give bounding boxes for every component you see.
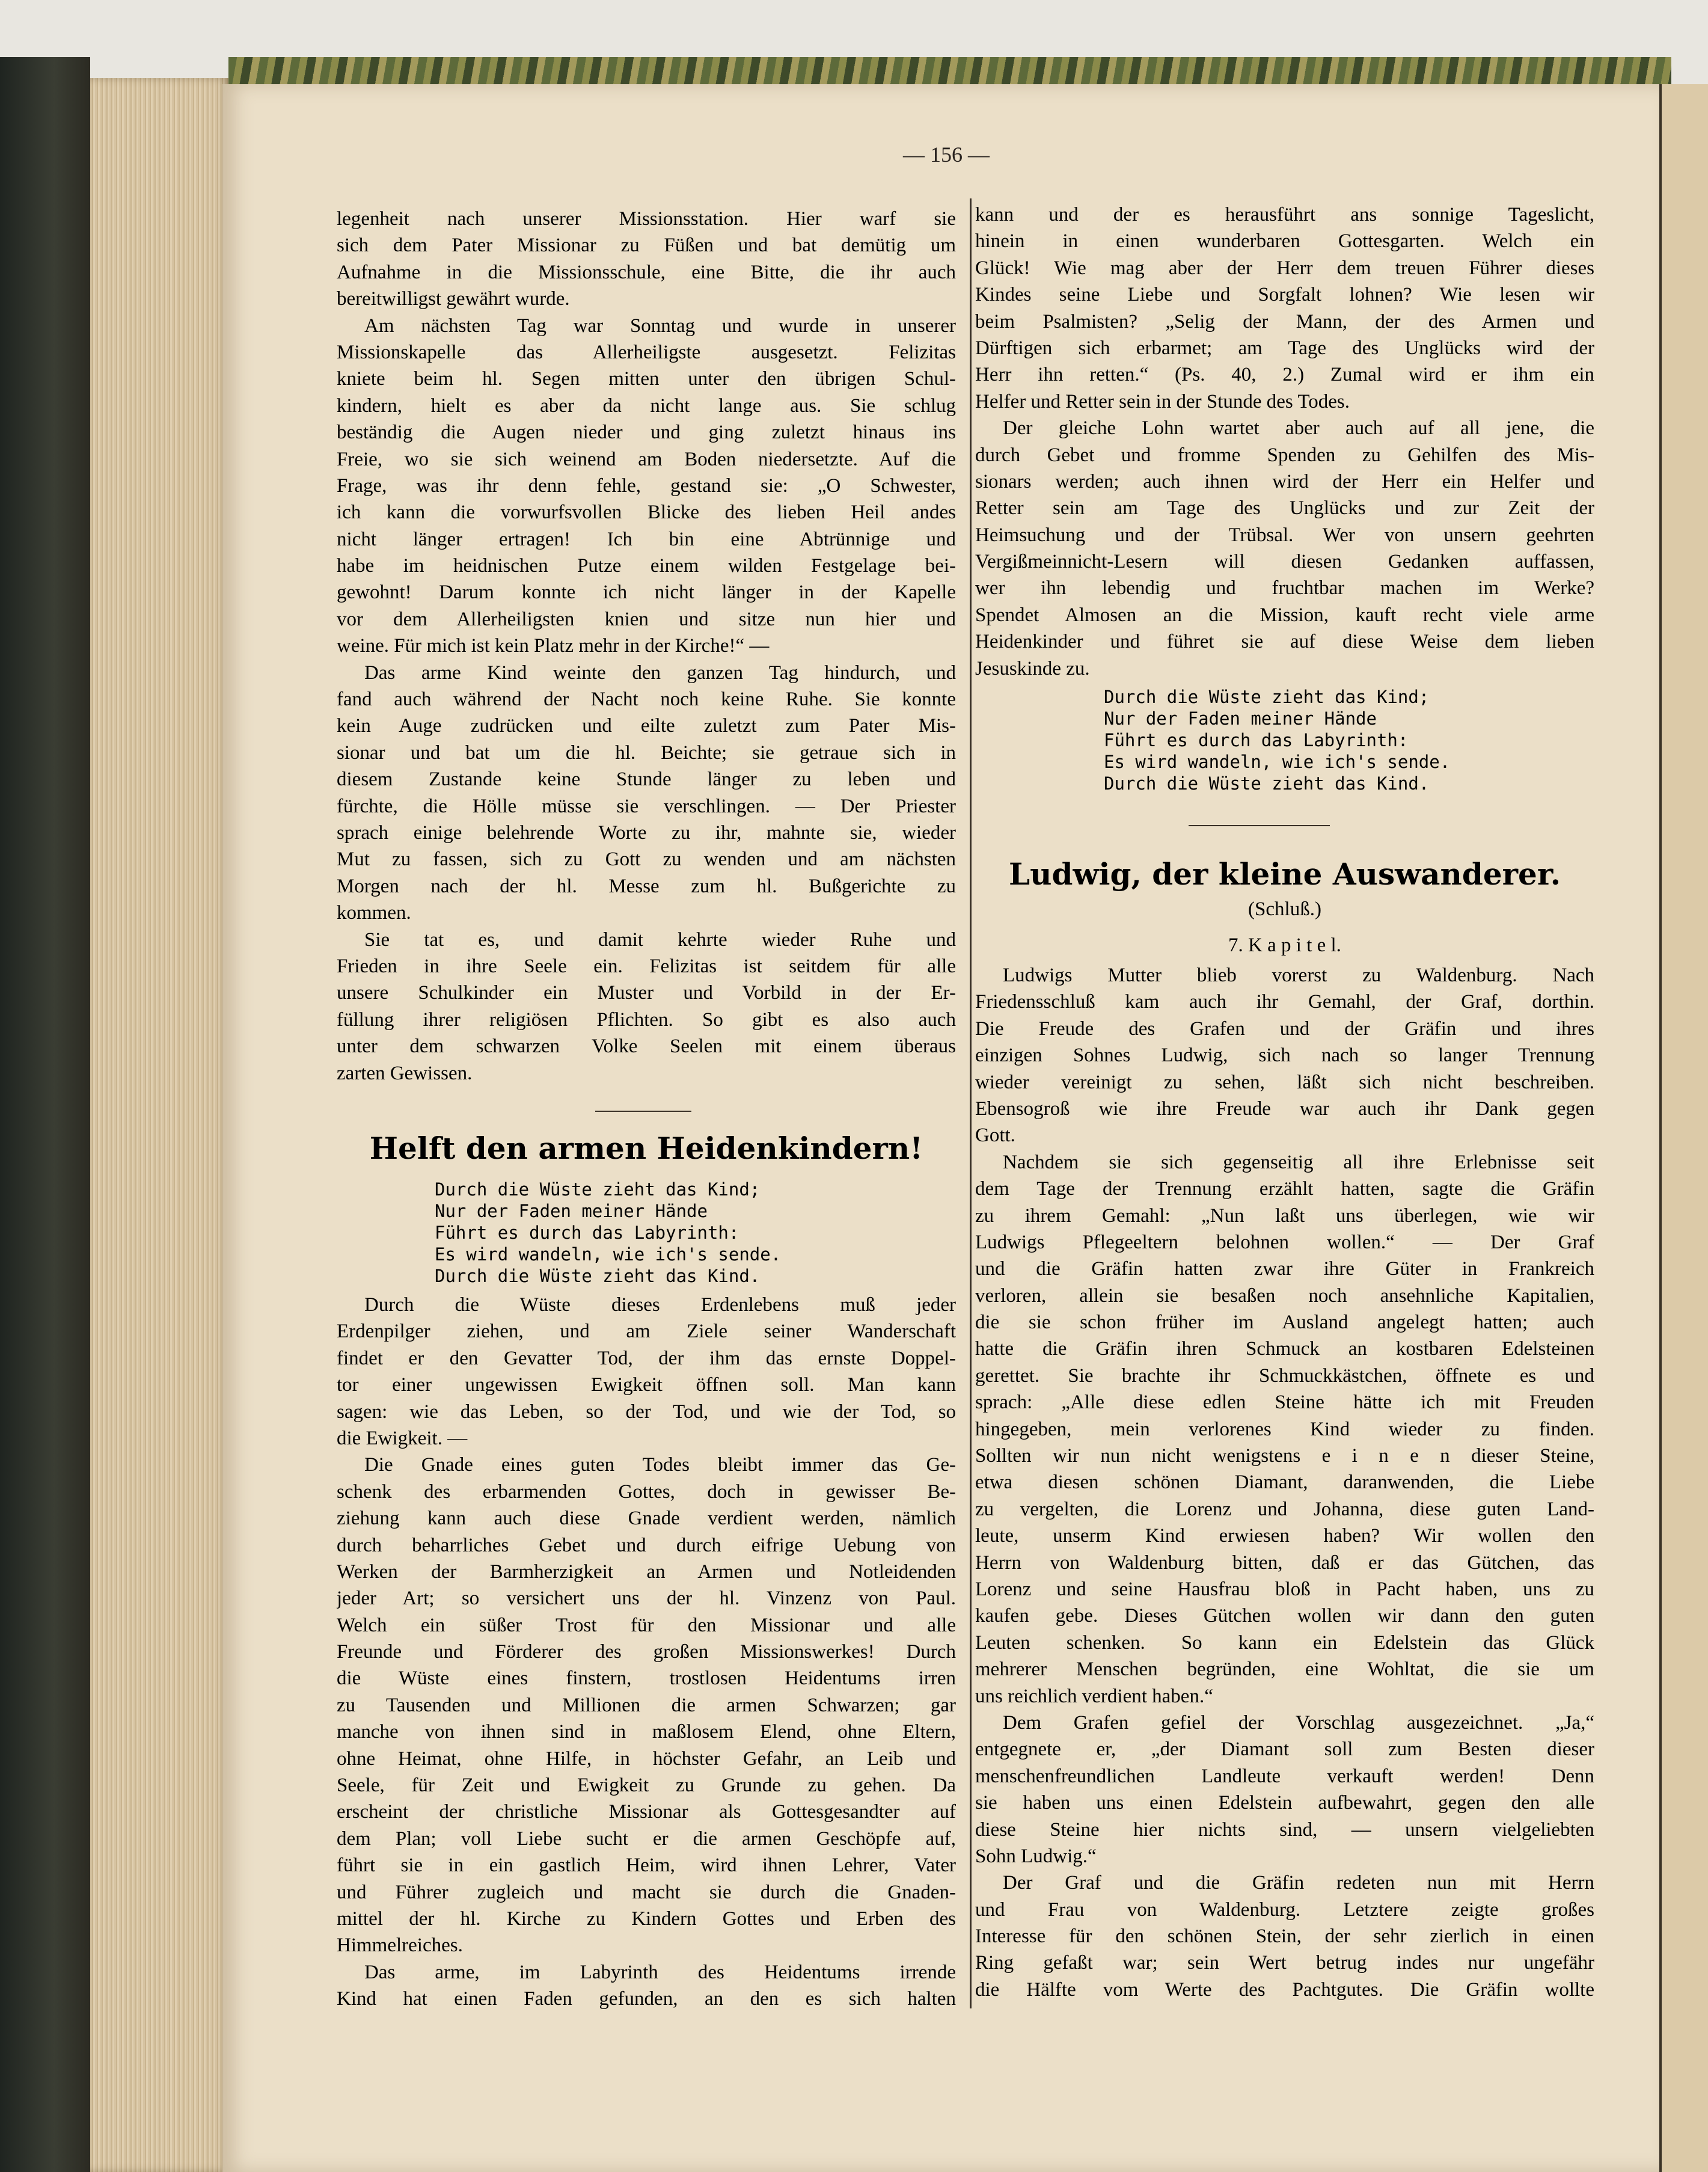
- text-line: leute, unserm Kind erwiesen haben? Wir wollen den: [975, 1525, 1594, 1547]
- story-subtitle: (Schluß.): [1248, 898, 1321, 920]
- text-line: Glück! Wie mag aber der Herr dem treuen Führer dieses: [975, 257, 1594, 279]
- page-number: — 156 —: [903, 143, 990, 167]
- section-separator: [1189, 825, 1330, 826]
- text-line: Dem Grafen gefiel der Vorschlag ausgezeichnet. „Ja,“: [1003, 1711, 1594, 1734]
- column-divider: [970, 198, 972, 2008]
- text-line: jeder Art; so versichert uns der hl. Vinzenz von Paul.: [337, 1588, 956, 1610]
- story-text: [975, 962, 1594, 2003]
- text-line: ziehung kann auch diese Gnade verdient werden, nämlich: [337, 1508, 956, 1530]
- right-column-top-text: [975, 201, 1594, 682]
- text-line: Freunde und Förderer des großen Missionswerkes! Durch: [337, 1641, 956, 1663]
- poem-line: Nur der Faden meiner Hände: [435, 1201, 708, 1221]
- text-line: kaufen gebe. Dieses Gütchen wollen wir dann den guten: [975, 1605, 1594, 1627]
- text-line: die Ewigkeit. —: [337, 1427, 468, 1449]
- poem: [1104, 686, 1450, 794]
- text-line: Durch die Wüste dieses Erdenlebens muß jeder: [364, 1294, 956, 1316]
- text-line: Ludwigs Pflegeeltern belohnen wollen.“ — Der Graf: [975, 1231, 1594, 1253]
- poem-line: Führt es durch das Labyrinth:: [435, 1223, 739, 1243]
- text-line: Erdenpilger ziehen, und am Ziele seiner Wanderschaft: [337, 1321, 956, 1343]
- text-line: kindern, hielt es aber da nicht lange aus. Sie schlug: [337, 394, 956, 417]
- text-line: findet er den Gevatter Tod, der ihm das ernste Doppel-: [337, 1347, 956, 1369]
- text-line: Sohn Ludwig.“: [975, 1845, 1097, 1867]
- text-line: Frieden in ihre Seele ein. Felizitas ist seitdem für alle: [337, 955, 956, 977]
- text-line: hingegeben, mein verlorenes Kind wieder zu finden.: [975, 1418, 1594, 1440]
- text-line: ohne Heimat, ohne Hilfe, in höchster Gefahr, an Leib und: [337, 1747, 956, 1770]
- text-line: durch beharrliches Gebet und durch eifrige Uebung von: [337, 1534, 956, 1556]
- text-line: entgegnete er, „der Diamant soll zum Besten dieser: [975, 1738, 1594, 1761]
- text-line: beim Psalmisten? „Selig der Mann, der des Armen und: [975, 310, 1594, 333]
- text-line: Friedensschluß kam auch ihr Gemahl, der Graf, dorthin.: [975, 991, 1594, 1013]
- text-line: habe im heidnischen Putze einem wilden Festgelage bei-: [337, 555, 956, 577]
- text-line: Kind hat einen Faden gefunden, an den es sich halten: [337, 1988, 956, 2010]
- text-line: kann und der es herausführt ans sonnige Tageslicht,: [975, 204, 1594, 225]
- text-line: beständig die Augen nieder und ging zuletzt hinaus ins: [337, 422, 956, 444]
- text-line: vor dem Allerheiligsten knien und sitze nun hier und: [337, 608, 956, 630]
- text-line: dem Tage der Trennung erzählt hatten, sagte die Gräfin: [975, 1178, 1594, 1200]
- text-line: Helfer und Retter sein in der Stunde des Todes.: [975, 390, 1350, 413]
- text-line: Heimsuchung und der Trübsal. Wer von unsern geehrten: [975, 524, 1594, 546]
- text-line: unsere Schulkinder ein Muster und Vorbild in der Er-: [337, 982, 956, 1004]
- text-line: mittel der hl. Kirche zu Kindern Gottes und Erben des: [337, 1907, 956, 1930]
- poem-line: Durch die Wüste zieht das Kind;: [1104, 687, 1430, 707]
- article-title: Helft den armen Heidenkindern!: [369, 1130, 923, 1166]
- text-line: Himmelreiches.: [337, 1934, 463, 1957]
- text-line: Mut zu fassen, sich zu Gott zu wenden und am nächsten: [337, 848, 956, 871]
- text-line: Der Graf und die Gräfin redeten nun mit Herrn: [1003, 1872, 1594, 1894]
- text-line: Spendet Almosen an die Mission, kauft recht viele arme: [975, 604, 1594, 626]
- text-line: die Wüste eines finstern, trostlosen Heidentums irren: [337, 1667, 956, 1690]
- poem-line: Durch die Wüste zieht das Kind.: [435, 1266, 761, 1286]
- text-line: gerettet. Sie brachte ihr Schmuckkästchen, öffnete es und: [975, 1364, 1594, 1387]
- text-line: Ebensogroß wie ihre Freude war auch ihr Dank gegen: [975, 1097, 1594, 1120]
- text-line: sionars werden; auch ihnen wird der Herr ein Helfer und: [975, 470, 1594, 492]
- text-line: Die Freude des Grafen und der Gräfin und ihres: [975, 1017, 1594, 1040]
- poem: [435, 1179, 781, 1287]
- text-line: Nachdem sie sich gegenseitig all ihre Erlebnisse seit: [1003, 1151, 1594, 1173]
- text-line: Leuten schenken. So kann ein Edelstein das Glück: [975, 1631, 1594, 1654]
- text-line: legenheit nach unserer Missionsstation. Hier warf sie: [337, 208, 956, 230]
- text-line: Die Gnade eines guten Todes bleibt immer das Ge-: [364, 1454, 956, 1476]
- text-line: durch Gebet und fromme Spenden zu Gehilfen des Mis-: [975, 444, 1594, 466]
- text-line: Kindes seine Liebe und Sorgfalt lohnen? Wie lesen wir: [975, 284, 1594, 306]
- text-line: Ludwigs Mutter blieb vorerst zu Waldenburg. Nach: [1003, 965, 1594, 986]
- text-line: fand auch während der Nacht noch keine Ruhe. Sie konnte: [337, 689, 956, 711]
- text-line: und Frau von Waldenburg. Letztere zeigte großes: [975, 1898, 1594, 1921]
- text-line: Dürftigen sich erbarmet; am Tage des Unglücks wird der: [975, 337, 1594, 359]
- text-line: zu vergelten, die Lorenz und Johanna, diese guten Land-: [975, 1498, 1594, 1520]
- text-line: führt sie in ein gastlich Heim, wird ihnen Lehrer, Vater: [337, 1854, 956, 1877]
- text-line: kein Auge zudrücken und eilte zuletzt zum Pater Mis-: [337, 715, 956, 737]
- story-title: Ludwig, der kleine Auswanderer.: [1009, 856, 1561, 892]
- text-line: zu Tausenden und Millionen die armen Schwarzen; gar: [337, 1694, 956, 1716]
- text-line: manche von ihnen sind in maßlosem Elend, ohne Eltern,: [337, 1721, 956, 1743]
- text-line: Das arme, im Labyrinth des Heidentums irrende: [364, 1961, 956, 1983]
- text-line: mehrerer Menschen begründen, eine Wohltat, die sie um: [975, 1658, 1594, 1681]
- text-line: verloren, allein sie besaßen noch ansehnliche Kapitalien,: [975, 1284, 1594, 1307]
- section-separator: [595, 1111, 691, 1112]
- text-line: Sollten wir nun nicht wenigstens e i n e n dieser Steine,: [975, 1445, 1594, 1467]
- text-line: Der gleiche Lohn wartet aber auch auf all jene, die: [1003, 417, 1594, 440]
- text-line: einzigen Sohnes Ludwig, sich nach so langer Trennung: [975, 1045, 1594, 1067]
- text-line: Am nächsten Tag war Sonntag und wurde in unserer: [364, 314, 956, 337]
- text-line: Aufnahme in die Missionsschule, eine Bitte, die ihr auch: [337, 261, 956, 283]
- text-line: hinein in einen wunderbaren Gottesgarten. Welch ein: [975, 230, 1594, 253]
- poem-line: Führt es durch das Labyrinth:: [1104, 730, 1409, 750]
- text-line: bereitwilligst gewährt wurde.: [337, 288, 570, 310]
- text-line: unter dem schwarzen Volke Seelen mit einem überaus: [337, 1035, 956, 1058]
- text-line: sie haben uns einen Edelstein aufbewahrt, gegen den alle: [975, 1792, 1594, 1814]
- text-line: Missionskapelle das Allerheiligste ausgesetzt. Felizitas: [337, 341, 956, 363]
- text-line: und die Gräfin hatten zwar ihre Güter in Frankreich: [975, 1258, 1594, 1280]
- text-line: wieder vereinigt zu sehen, läßt sich nicht beschreiben.: [975, 1071, 1594, 1093]
- text-line: Freie, wo sie sich weinend am Boden niedersetzte. Auf die: [337, 448, 956, 470]
- poem-line: Nur der Faden meiner Hände: [1104, 708, 1377, 729]
- text-line: dem Plan; voll Liebe sucht er die armen Geschöpfe auf,: [337, 1827, 956, 1850]
- text-line: diese Steine hier nichts sind, — unsern vielgeliebten: [975, 1818, 1594, 1841]
- text-line: Welch ein süßer Trost für den Missionar und alle: [337, 1614, 956, 1636]
- page-edges: [90, 78, 228, 2172]
- text-line: sich dem Pater Missionar zu Füßen und bat demütig um: [337, 235, 956, 257]
- text-line: gewohnt! Darum konnte ich nicht länger in der Kapelle: [337, 581, 956, 604]
- chapter-heading: 7. K a p i t e l.: [1228, 934, 1341, 956]
- text-line: Sie tat es, und damit kehrte wieder Ruhe und: [364, 928, 956, 951]
- text-line: weine. Für mich ist kein Platz mehr in der Kirche!“ —: [337, 635, 770, 657]
- poem-line: Durch die Wüste zieht das Kind.: [1104, 773, 1430, 794]
- text-line: Interesse für den schönen Stein, der sehr zierlich in einen: [975, 1925, 1594, 1948]
- text-line: Jesuskinde zu.: [975, 657, 1090, 680]
- text-line: sprach: „Alle diese edlen Steine hätte ich mit Freuden: [975, 1391, 1594, 1414]
- text-line: zu ihrem Gemahl: „Nun laßt uns überlegen, wie wir: [975, 1204, 1594, 1227]
- text-line: zarten Gewissen.: [337, 1062, 473, 1084]
- text-line: hatte die Gräfin ihren Schmuck an kostbaren Edelsteinen: [975, 1338, 1594, 1360]
- text-line: menschenfreundlichen Landleute verkauft werden! Denn: [975, 1765, 1594, 1787]
- text-line: Lorenz und seine Hausfrau bloß in Pacht haben, uns zu: [975, 1578, 1594, 1600]
- text-line: kommen.: [337, 902, 411, 924]
- text-line: uns reichlich verdient haben.“: [975, 1685, 1213, 1707]
- text-line: sagen: wie das Leben, so der Tod, und wie der Tod, so: [337, 1400, 956, 1423]
- text-line: Herr ihn retten.“ (Ps. 40, 2.) Zumal wird er ihm ein: [975, 364, 1594, 386]
- text-line: diesem Zustande keine Stunde länger zu leben und: [337, 768, 956, 791]
- text-line: wer ihn lebendig und fruchtbar machen im Werke?: [975, 577, 1594, 600]
- text-line: Das arme Kind weinte den ganzen Tag hindurch, und: [364, 661, 956, 684]
- next-page-edge: [1659, 84, 1708, 2172]
- text-line: Seele, für Zeit und Ewigkeit zu Grunde zu gehen. Da: [337, 1775, 956, 1797]
- text-line: Gott.: [975, 1124, 1015, 1147]
- text-line: Vergißmeinnicht-Lesern will diesen Gedanken auffassen,: [975, 551, 1594, 573]
- text-line: sprach einige belehrende Worte zu ihr, mahnte sie, wieder: [337, 821, 956, 844]
- text-line: tor einer ungewissen Ewigkeit öffnen soll. Man kann: [337, 1374, 956, 1396]
- text-line: Morgen nach der hl. Messe zum hl. Bußgerichte zu: [337, 875, 956, 897]
- text-line: kniete beim hl. Segen mitten unter den übrigen Schul-: [337, 368, 956, 390]
- text-line: die Hälfte vom Werte des Pachtgutes. Die Gräfin wollte: [975, 1978, 1594, 2001]
- text-line: füllung ihrer religiösen Pflichten. So gibt es also auch: [337, 1008, 956, 1031]
- text-line: sionar und bat um die hl. Beichte; sie getraue sich in: [337, 741, 956, 764]
- text-line: Frage, was ihr denn fehle, gestand sie: „O Schwester,: [337, 474, 956, 497]
- text-line: schenk des erbarmenden Gottes, doch in gewisser Be-: [337, 1480, 956, 1503]
- poem-line: Es wird wandeln, wie ich's sende.: [435, 1244, 782, 1265]
- poem-line: Es wird wandeln, wie ich's sende.: [1104, 752, 1451, 772]
- text-line: nicht länger ertragen! Ich bin eine Abtrünnige und: [337, 528, 956, 550]
- text-line: die sie schon früher im Ausland angelegt hatten; auch: [975, 1311, 1594, 1334]
- text-line: Retter sein am Tage des Unglücks und zur Zeit der: [975, 497, 1594, 520]
- text-line: erscheint der christliche Missionar als Gottesgesandter auf: [337, 1801, 956, 1823]
- left-column-top-text: [337, 206, 956, 1087]
- poem-line: Durch die Wüste zieht das Kind;: [435, 1179, 761, 1200]
- left-column-bottom-text: [337, 1292, 956, 2013]
- text-line: und Führer zugleich und macht sie durch die Gnaden-: [337, 1881, 956, 1903]
- book-cover: [0, 57, 90, 2172]
- text-line: Herrn von Waldenburg bitten, daß er das Gütchen, das: [975, 1551, 1594, 1574]
- text-line: Heidenkinder und führet sie auf diese Weise dem lieben: [975, 631, 1594, 653]
- text-line: Ring gefaßt war; sein Wert betrug indes nur ungefähr: [975, 1952, 1594, 1974]
- text-line: Werken der Barmherzigkeit an Armen und Notleidenden: [337, 1560, 956, 1583]
- text-line: etwa diesen schönen Diamant, daranwenden, die Liebe: [975, 1471, 1594, 1494]
- text-line: fürchte, die Hölle müsse sie verschlingen. — Der Priester: [337, 795, 956, 817]
- text-line: ich kann die vorwurfsvollen Blicke des lieben Heil andes: [337, 502, 956, 524]
